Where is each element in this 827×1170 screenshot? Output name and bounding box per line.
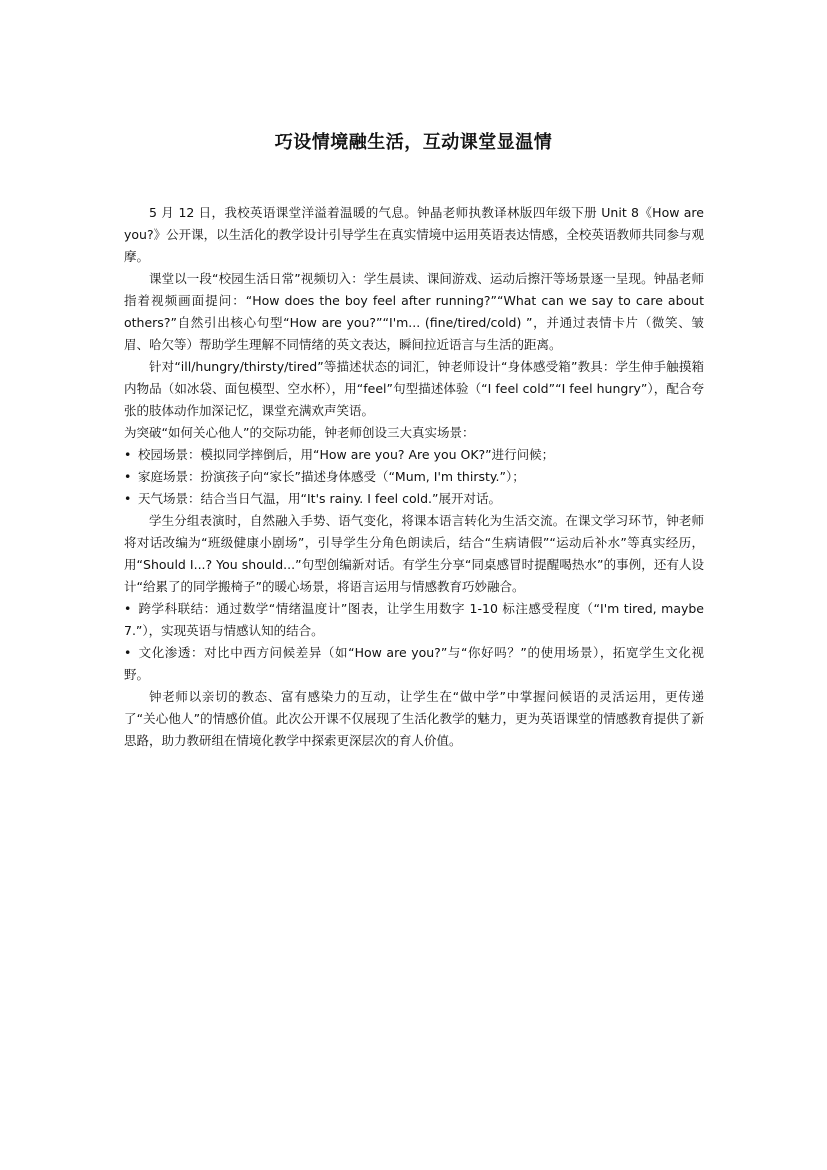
paragraph-feeling-box: 针对“ill/hungry/thirsty/tired”等描述状态的词汇，钟老师设计“身体感受箱”教具：学生伸手触摸箱内物品（如冰袋、面包模型、空水杯），用“feel”句型描述体验（“I feel cold”“I feel hungry”），配合夸张的肢体动作加深记忆，课堂充满欢声笑语。 <box>124 359 704 418</box>
paragraph-video-intro: 课堂以一段“校园生活日常”视频切入：学生晨读、课间游戏、运动后擦汗等场景逐一呈现。钟晶老师指着视频画面提问：“How does the boy feel after running?”“What can we say to care about others?”自然引出核心句型“How are you?”“I'm... (fine/tired/cold) ”，并通过表情卡片（微笑、皱眉、哈欠等）帮助学生理解不同情绪的英文表达，瞬间拉近语言与生活的距离。 <box>124 271 704 352</box>
bullet-campus-scene: • 校园场景：模拟同学摔倒后，用“How are you? Are you OK?”进行问候； <box>124 444 704 466</box>
paragraph-intro: 5 月 12 日，我校英语课堂洋溢着温暖的气息。钟晶老师执教译林版四年级下册 Unit 8《How are you?》公开课，以生活化的教学设计引导学生在真实情境中运用英语表达情感，全校英语教师共同参与观摩。 <box>124 205 704 264</box>
bullet-cross-subject: • 跨学科联结：通过数学“情绪温度计”图表，让学生用数字 1-10 标注感受程度（“I'm tired, maybe 7.”），实现英语与情感认知的结合。 <box>124 598 704 642</box>
paragraph-group-performance: 学生分组表演时，自然融入手势、语气变化，将课本语言转化为生活交流。在课文学习环节，钟老师将对话改编为“班级健康小剧场”，引导学生分角色朗读后，结合“生病请假”“运动后补水”等真实经历，用“Should I...? You should...”句型创编新对话。有学生分享“同桌感冒时提醒喝热水”的事例，还有人设计“给累了的同学搬椅子”的暖心场景，将语言运用与情感教育巧妙融合。 <box>124 513 704 594</box>
bullet-family-scene: • 家庭场景：扮演孩子向“家长”描述身体感受（“Mum, I'm thirsty.”）； <box>124 466 704 488</box>
bullet-weather-scene: • 天气场景：结合当日气温，用“It's rainy. I feel cold.”展开对话。 <box>124 488 704 510</box>
paragraph-conclusion: 钟老师以亲切的教态、富有感染力的互动，让学生在“做中学”中掌握问候语的灵活运用，更传递了“关心他人”的情感价值。此次公开课不仅展现了生活化教学的魅力，更为英语课堂的情感教育提供了新思路，助力教研组在情境化教学中探索更深层次的育人价值。 <box>124 689 704 748</box>
bullet-culture: • 文化渗透：对比中西方问候差异（如“How are you?”与“你好吗？”的使用场景），拓宽学生文化视野。 <box>124 642 704 686</box>
paragraph-scenes-intro: 为突破“如何关心他人”的交际功能，钟老师创设三大真实场景： <box>124 425 475 440</box>
article-body <box>124 202 704 752</box>
page-title: 巧设情境融生活，互动课堂显温情 <box>274 132 553 153</box>
